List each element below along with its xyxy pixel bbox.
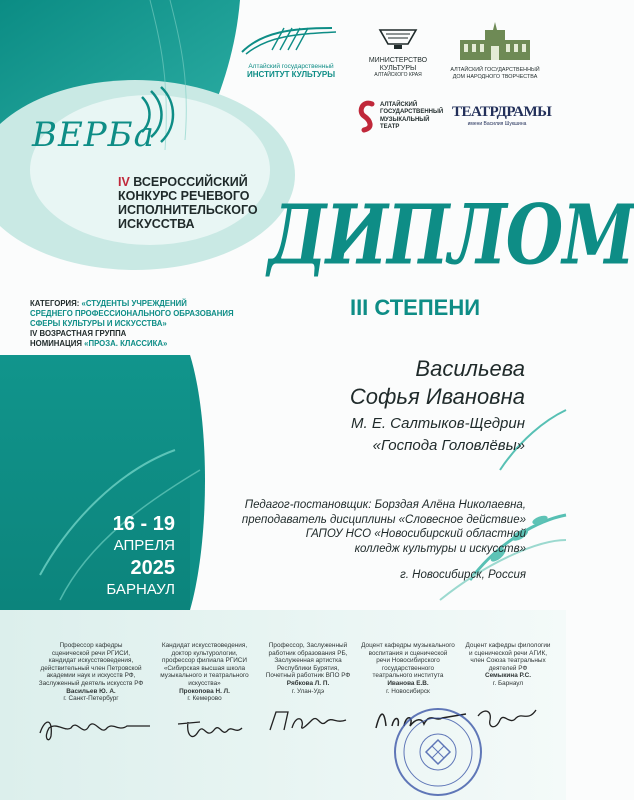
- institute-emblem-icon: [232, 22, 350, 58]
- event-month: АПРЕЛЯ: [113, 537, 175, 554]
- jury-1-line: Профессор кафедры: [59, 642, 123, 649]
- jury-3-line: работник образования РБ,: [268, 649, 348, 657]
- logo-music-theatre: [356, 96, 446, 152]
- logo-drama-theatre: [452, 104, 552, 144]
- jury-4-line: театрального института: [372, 672, 444, 680]
- winner-name: Софья Ивановна: [349, 384, 525, 409]
- jury-2-line: профессор филиала РГИСИ: [162, 657, 247, 665]
- event-dates: 16 - 19: [112, 513, 175, 535]
- teacher-line4: колледж культуры и искусств»: [354, 542, 526, 555]
- jury-2-line: Кандидат искусствоведения,: [161, 642, 248, 649]
- nomination-label: НОМИНАЦИЯ: [30, 339, 82, 348]
- institute-line1: Алтайский государственный: [248, 63, 334, 70]
- category-block: [30, 299, 270, 349]
- jury-3-line: Республики Бурятия,: [276, 664, 340, 672]
- music-theatre-emblem-icon: [356, 98, 378, 132]
- winner-author: М. Е. Салтыков-Щедрин: [350, 415, 525, 432]
- logo-house: [450, 22, 540, 86]
- teacher-city: г. Новосибирск, Россия: [400, 569, 526, 581]
- category-label: КАТЕГОРИЯ:: [30, 299, 80, 308]
- contest-line2: КОНКУРС РЕЧЕВОГО: [118, 189, 250, 203]
- jury-2-line: музыкального и театрального: [160, 672, 249, 680]
- drama-line2: имени Василия Шукшина: [467, 121, 527, 127]
- jury-2-line: доктор культурологии,: [171, 649, 238, 657]
- event-city: БАРНАУЛ: [106, 581, 175, 598]
- contest-line1: ВСЕРОССИЙСКИЙ: [133, 175, 248, 189]
- jury-1-line: академии наук и искусств РФ,: [46, 672, 136, 680]
- category-age-group: IV ВОЗРАСТНАЯ ГРУППА: [30, 329, 127, 338]
- diploma-degree: III СТЕПЕНИ: [349, 295, 481, 320]
- sound-waves-icon: [137, 87, 187, 147]
- event-block: [60, 512, 175, 600]
- jury-member-3: [258, 642, 358, 695]
- contest-roman: IV: [118, 175, 130, 189]
- jury-4-line: воспитания и сценической: [368, 649, 448, 657]
- jury-4-city: г. Новосибирск: [386, 687, 430, 695]
- jury-member-1: [30, 642, 152, 703]
- category-line2: СРЕДНЕГО ПРОФЕССИОНАЛЬНОГО ОБРАЗОВАНИЯ: [30, 309, 234, 318]
- contest-logo-word: ВЕРБа: [32, 115, 155, 155]
- category-line1: «СТУДЕНТЫ УЧРЕЖДЕНИЙ: [81, 299, 187, 308]
- music-line1: АЛТАЙСКИЙ: [380, 102, 418, 108]
- jury-1-line: действительный член Петровской: [40, 664, 142, 672]
- jury-member-2: [152, 642, 257, 703]
- music-line3: МУЗЫКАЛЬНЫЙ: [380, 116, 430, 123]
- jury-4-name: Иванова Е.В.: [387, 679, 429, 687]
- jury-3-line: Заслуженная артистка: [274, 657, 342, 665]
- music-line2: ГОСУДАРСТВЕННЫЙ: [380, 109, 444, 116]
- building-icon: [450, 22, 540, 62]
- jury-1-line: Заслуженный деятель искусств РФ: [38, 679, 144, 687]
- jury-2-line: «Сибирская высшая школа: [163, 664, 246, 672]
- jury-1-city: г. Санкт-Петербург: [63, 695, 119, 703]
- nomination-value: «ПРОЗА. КЛАССИКА»: [84, 339, 168, 348]
- jury-3-line: Профессор, Заслуженный: [268, 642, 348, 649]
- jury-2-city: г. Кемерово: [187, 695, 222, 703]
- house-line1: АЛТАЙСКИЙ ГОСУДАРСТВЕННЫЙ: [450, 67, 540, 73]
- jury-4-line: Доцент кафедры музыкального: [361, 642, 455, 649]
- category-line3: СФЕРЫ КУЛЬТУРЫ И ИСКУССТВА»: [30, 319, 167, 328]
- jury-5-line: деятелей РФ: [488, 664, 528, 672]
- jury-5-line: Доцент кафедры филологии: [465, 642, 551, 649]
- ministry-line2: КУЛЬТУРЫ: [379, 64, 417, 72]
- jury-2-line: искусства»: [188, 679, 221, 687]
- contest-logo: [32, 115, 192, 165]
- jury-5-line: и сценической речи АГИК,: [468, 649, 547, 657]
- bowl-emblem-icon: [358, 22, 438, 52]
- jury-4-line: речи Новосибирского: [376, 657, 440, 665]
- jury-1-line: кандидат искусствоведения,: [48, 657, 134, 665]
- jury-3-line: Почетный работник ВПО РФ: [265, 672, 351, 680]
- drama-line1: ТЕАТРДРАМЫ: [452, 104, 552, 120]
- signature-2-icon: [170, 712, 250, 748]
- jury-member-5: [456, 642, 560, 688]
- jury-3-name: Рябкова Л. П.: [286, 679, 330, 687]
- teacher-block: [220, 498, 526, 583]
- institute-line2: ИНСТИТУТ КУЛЬТУРЫ: [246, 69, 336, 79]
- teacher-line1: Педагог-постановщик: Борздая Алёна Николаевна,: [244, 499, 526, 511]
- signature-3-icon: [262, 704, 352, 738]
- teacher-line3: ГАПОУ НСО «Новосибирский областной: [305, 528, 526, 540]
- diploma-title: ДИПЛОМ: [268, 186, 634, 284]
- music-line4: ТЕАТР: [380, 124, 400, 131]
- jury-4-line: государственного: [381, 664, 435, 672]
- jury-3-city: г. Улан-Удэ: [291, 687, 325, 695]
- ministry-line3: АЛТАЙСКОГО КРАЯ: [374, 72, 422, 78]
- winner-block: [240, 355, 525, 457]
- ministry-line1: МИНИСТЕРСТВО: [368, 57, 428, 64]
- jury-1-line: сценической речи РГИСИ,: [51, 649, 131, 657]
- teacher-line2: преподаватель дисциплины «Словесное действие»: [241, 513, 526, 526]
- jury-2-name: Прокопова Н. Л.: [179, 687, 230, 695]
- event-year: 2025: [130, 557, 175, 579]
- house-line2: ДОМ НАРОДНОГО ТВОРЧЕСТВА: [452, 73, 538, 80]
- contest-title: [118, 175, 288, 231]
- signature-1-icon: [35, 708, 155, 748]
- jury-5-line: член Союза театральных: [470, 657, 546, 665]
- contest-line4: ИСКУССТВА: [118, 217, 195, 231]
- contest-line3: ИСПОЛНИТЕЛЬСКОГО: [118, 203, 258, 217]
- logo-ministry: [358, 22, 438, 86]
- jury-member-4: [356, 642, 460, 695]
- winner-surname: Васильева: [415, 356, 525, 381]
- jury-5-name: Семыкина Р.С.: [484, 672, 532, 680]
- jury-5-city: г. Барнаул: [492, 679, 524, 687]
- logo-institute: [232, 22, 350, 84]
- winner-work: «Господа Головлёвы»: [372, 437, 525, 454]
- jury-1-name: Васильев Ю. А.: [66, 687, 116, 695]
- stamp-seal-icon: [392, 706, 484, 798]
